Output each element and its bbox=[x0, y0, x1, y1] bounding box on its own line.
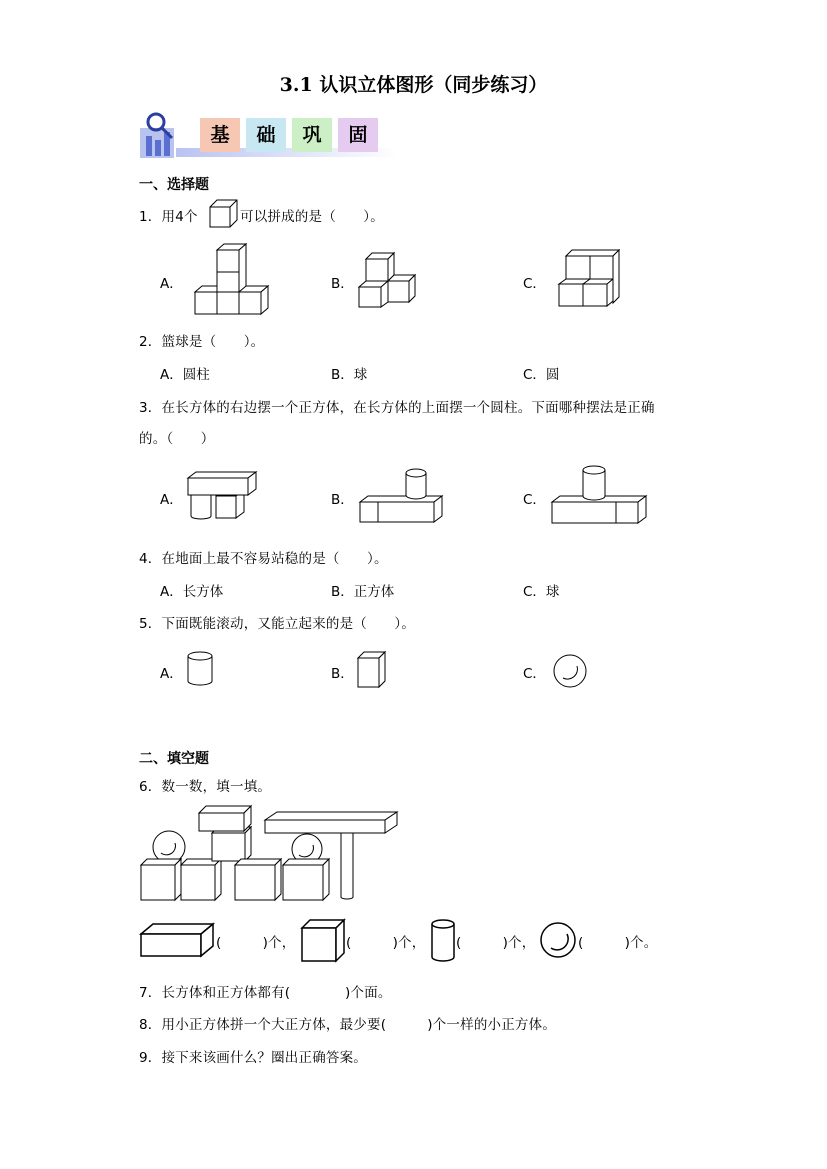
q3-text-line2: 的。（ ） bbox=[139, 431, 215, 447]
q2-option-b[interactable]: B．球 bbox=[331, 367, 368, 383]
banner-char-1: 基 bbox=[200, 118, 240, 152]
q9-text: 9．接下来该画什么？圈出正确答案。 bbox=[139, 1050, 367, 1066]
q2-option-a[interactable]: A．圆柱 bbox=[160, 367, 210, 383]
section-heading-choice: 一、选择题 bbox=[139, 177, 209, 193]
cube-icon bbox=[300, 918, 346, 964]
q6-blank-cylinder[interactable]: ( )个， bbox=[456, 935, 536, 951]
q5-option-a[interactable]: A． bbox=[160, 666, 183, 682]
sphere-icon bbox=[553, 654, 589, 688]
q5-option-c[interactable]: C． bbox=[523, 666, 546, 682]
cuboid-icon bbox=[139, 920, 215, 960]
cylinder-icon bbox=[186, 650, 214, 688]
q3-option-c-figure bbox=[550, 464, 648, 524]
q3-option-a-figure bbox=[186, 470, 258, 520]
q6-blank-cuboid[interactable]: ( )个， bbox=[216, 935, 296, 951]
page-title: 3.1 认识立体图形（同步练习） bbox=[279, 74, 548, 96]
cuboid-icon bbox=[357, 651, 387, 689]
q6-shapes-figure bbox=[139, 803, 399, 903]
banner-char-3: 巩 bbox=[292, 118, 332, 152]
q7-text: 7．长方体和正方体都有( )个面。 bbox=[139, 985, 392, 1001]
cylinder-icon bbox=[430, 918, 456, 964]
q4-text: 4．在地面上最不容易站稳的是（ ）。 bbox=[139, 551, 388, 567]
banner-char-2: 础 bbox=[246, 118, 286, 152]
q4-option-c[interactable]: C．球 bbox=[523, 584, 560, 600]
q1-option-c-cubes-figure bbox=[559, 249, 621, 307]
banner-figure-icon bbox=[138, 110, 180, 160]
q3-text-line1: 3．在长方体的右边摆一个正方体，在长方体的上面摆一个圆柱。下面哪种摆法是正确 bbox=[139, 400, 655, 416]
q1-text-after: 可以拼成的是（ ）。 bbox=[240, 209, 384, 225]
q1-option-b[interactable]: B． bbox=[331, 276, 354, 292]
q1-option-b-cubes-figure bbox=[359, 252, 417, 308]
q6-text: 6．数一数，填一填。 bbox=[139, 779, 272, 795]
banner-char-4: 固 bbox=[338, 118, 378, 152]
q6-blank-sphere[interactable]: ( )个。 bbox=[578, 935, 658, 951]
q3-option-a[interactable]: A． bbox=[160, 492, 183, 508]
section-heading-fill: 二、填空题 bbox=[139, 751, 209, 767]
q3-option-c[interactable]: C． bbox=[523, 492, 546, 508]
small-cube-icon bbox=[209, 199, 239, 229]
sphere-icon bbox=[539, 921, 579, 961]
q8-text: 8．用小正方体拼一个大正方体，最少要( )个一样的小正方体。 bbox=[139, 1017, 557, 1033]
q1-text-before: 1．用4个 bbox=[139, 209, 198, 225]
q4-option-a[interactable]: A．长方体 bbox=[160, 584, 224, 600]
q6-blank-cube[interactable]: ( )个， bbox=[346, 935, 426, 951]
q2-option-c[interactable]: C．圆 bbox=[523, 367, 560, 383]
q1-option-a[interactable]: A． bbox=[160, 276, 183, 292]
q1-option-a-cubes-figure bbox=[195, 243, 270, 315]
q2-text: 2．篮球是（ ）。 bbox=[139, 334, 265, 350]
q3-option-b-figure bbox=[358, 467, 444, 523]
q5-option-b[interactable]: B． bbox=[331, 666, 354, 682]
q1-option-c[interactable]: C． bbox=[523, 276, 546, 292]
q5-text: 5．下面既能滚动，又能立起来的是（ ）。 bbox=[139, 616, 416, 632]
q3-option-b[interactable]: B． bbox=[331, 492, 354, 508]
q4-option-b[interactable]: B．正方体 bbox=[331, 584, 395, 600]
